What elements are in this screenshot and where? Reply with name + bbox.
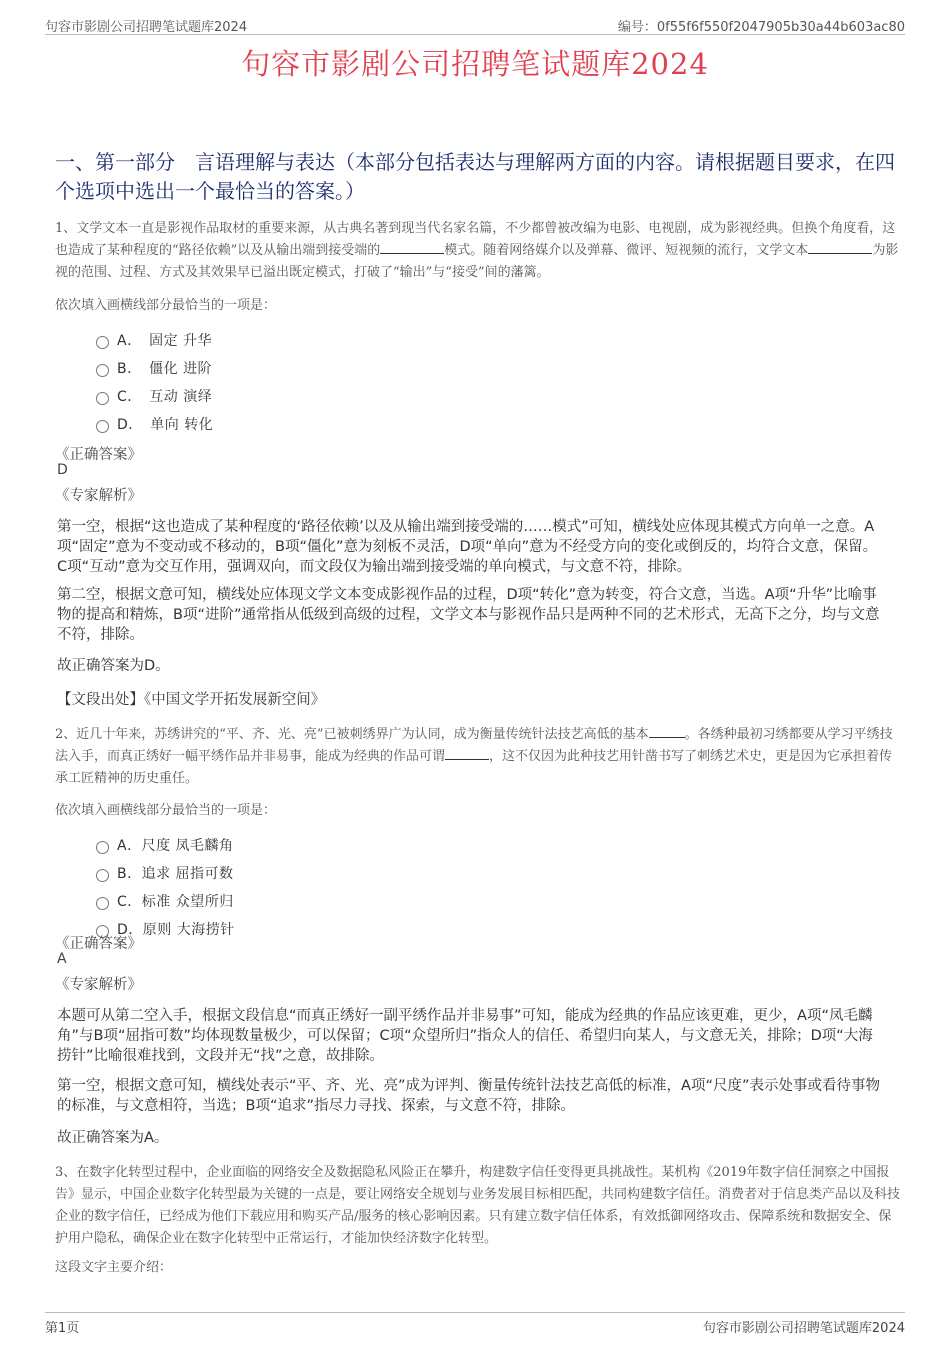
q2-analysis-paragraph-2: 第一空，根据文意可知，横线处表示“平、齐、光、亮”成为评判、衡量传统针法技艺高低的标准，A项“尺度”表示处事或看待事物的标准，与文意相符，当选；B项“追求”指尽力寻找、探索，与文意不符，排除。 — [57, 1078, 880, 1114]
q2-blank-2 — [445, 747, 489, 760]
header-serial-number: 编号：0f55f6f550f2047905b30a44b603ac80 — [617, 20, 905, 35]
page-footer — [45, 1312, 905, 1335]
radio-icon[interactable] — [96, 392, 109, 405]
q1-answer-label: 《正确答案》 — [55, 447, 142, 463]
q2-option-b[interactable] — [96, 863, 234, 883]
radio-icon[interactable] — [96, 364, 109, 377]
q1-analysis-paragraph-1: 第一空，根据“这也造成了某种程度的‘路径依赖’以及从输出端到接受端的……模式”可知，横线处应体现其模式方向单一之意。A项“固定”意为不变动或不移动的，B项“僵化”意为刻板不灵活，D项“单向”意为不经受方向的变化或倒反的，均符合文意，保留。C项“互动”意为交互作用，强调双向，而文段仅为输出端到接受端的单向模式，与文意不符，排除。 — [57, 519, 878, 575]
q1-source: 【文段出处】《中国文学开拓发展新空间》 — [57, 692, 326, 708]
q2-option-a[interactable] — [96, 835, 234, 855]
question-1-stem — [55, 218, 900, 284]
page-number: 第1页 — [45, 1321, 80, 1336]
q1-stem-part-a: 1、文学文本一直是影视作品取材的重要来源，从古典名著到现当代名家名篇，不少都曾被改编为电影、电视剧，成为影视经典。但换个角度看，这也造成了某种程度的“路径依赖”以及从输出端到接受端的 — [55, 221, 896, 258]
q1-option-a[interactable] — [96, 330, 212, 350]
radio-icon[interactable] — [96, 420, 109, 433]
q1-blank-1 — [380, 241, 444, 254]
q2-stem-part-c: ，这不仅因为此种技艺用针凿书写了刺绣艺术史，更是因为它承担着传承工匠精神的历史重任。 — [55, 749, 893, 786]
q2-option-b-label: B．追求 屈指可数 — [117, 866, 234, 882]
q2-option-c-label: C．标准 众望所归 — [117, 894, 234, 910]
question-2-prompt: 依次填入画横线部分最恰当的一项是： — [55, 803, 277, 818]
q1-option-d-label: D． 单向 转化 — [117, 417, 214, 433]
q1-blank-2 — [808, 241, 872, 254]
radio-icon[interactable] — [96, 841, 109, 854]
q2-blank-1 — [649, 725, 685, 738]
q1-analysis-paragraph-2: 第二空，根据文意可知，横线处应体现文学文本变成影视作品的过程，D项“转化”意为转变，符合文意，当选。A项“升华”比喻事物的提高和精炼，B项“进阶”通常指从低级到高级的过程，文学文本与影视作品只是两种不同的艺术形式，无高下之分，均与文意不符，排除。 — [57, 587, 880, 643]
q2-option-c[interactable] — [96, 891, 234, 911]
q2-answer-label: 《正确答案》 — [55, 936, 142, 952]
page-header — [45, 14, 905, 35]
q1-answer: D — [57, 462, 68, 478]
question-2-stem — [55, 724, 900, 790]
radio-icon[interactable] — [96, 897, 109, 910]
question-1-prompt: 依次填入画横线部分最恰当的一项是： — [55, 298, 277, 313]
q2-option-d-label: D．原则 大海捞针 — [117, 922, 235, 938]
radio-icon[interactable] — [96, 336, 109, 349]
q1-option-d[interactable] — [96, 414, 213, 434]
q2-answer: A — [57, 951, 67, 967]
q2-conclusion: 故正确答案为A。 — [57, 1130, 169, 1146]
q1-analysis-label: 《专家解析》 — [55, 488, 142, 504]
q2-stem-part-a: 2、近几十年来，苏绣讲究的“平、齐、光、亮”已被刺绣界广为认同，成为衡量传统针法技艺高低的基本 — [55, 727, 649, 742]
q1-stem-part-b: 模式。随着网络媒介以及弹幕、微评、短视频的流行，文学文本 — [444, 243, 809, 258]
q1-option-a-label: A． 固定 升华 — [117, 333, 213, 349]
q1-option-b-label: B． 僵化 进阶 — [117, 361, 213, 377]
q2-stem-part-b: 。各绣种最初习绣都要从学习平绣技法入手，而真正绣好一幅平绣作品并非易事，能成为经典的作品可谓 — [55, 727, 893, 764]
q1-stem-part-c: 为影视的范围、过程、方式及其效果早已溢出既定模式，打破了“输出”与“接受”间的藩篱。 — [55, 243, 899, 280]
question-3-stem: 3、在数字化转型过程中，企业面临的网络安全及数据隐私风险正在攀升，构建数字信任变得更具挑战性。某机构《2019年数字信任洞察之中国报告》显示，中国企业数字化转型最为关键的一点是，要让网络安全规划与业务发展目标相匹配，共同构建数字信任。消费者对于信息类产品以及科技企业的数字信任，已经成为他们下载应用和购买产品/服务的核心影响因素。只有建立数字信任体系，有效抵御网络攻击、保障系统和数据安全、保护用户隐私，确保企业在数字化转型中正常运行，才能加快经济数字化转型。 — [55, 1165, 901, 1246]
q1-option-c-label: C． 互动 演绎 — [117, 389, 213, 405]
footer-title: 句容市影剧公司招聘笔试题库2024 — [702, 1321, 905, 1336]
section-heading: 一、第一部分 言语理解与表达（本部分包括表达与理解两方面的内容。请根据题目要求，在四个选项中选出一个最恰当的答案。） — [55, 150, 895, 203]
question-3-prompt: 这段文字主要介绍： — [55, 1260, 173, 1275]
q2-option-a-label: A．尺度 凤毛麟角 — [117, 838, 234, 854]
q1-option-c[interactable] — [96, 386, 212, 406]
q2-analysis-label: 《专家解析》 — [55, 977, 142, 993]
document-title: 句容市影剧公司招聘笔试题库2024 — [241, 47, 709, 81]
q2-analysis-paragraph-1: 本题可从第二空入手，根据文段信息“而真正绣好一副平绣作品并非易事”可知，能成为经典的作品应该更难，更少，A项“凤毛麟角”与B项“屈指可数”均体现数量极少，可以保留；C项“众望所归”指众人的信任、希望归向某人，与文意无关，排除；D项“大海捞针”比喻很难找到，文段并无“找”之意，故排除。 — [57, 1008, 873, 1064]
header-title: 句容市影剧公司招聘笔试题库2024 — [45, 20, 248, 35]
q1-conclusion: 故正确答案为D。 — [57, 658, 170, 674]
radio-icon[interactable] — [96, 869, 109, 882]
q1-option-b[interactable] — [96, 358, 212, 378]
